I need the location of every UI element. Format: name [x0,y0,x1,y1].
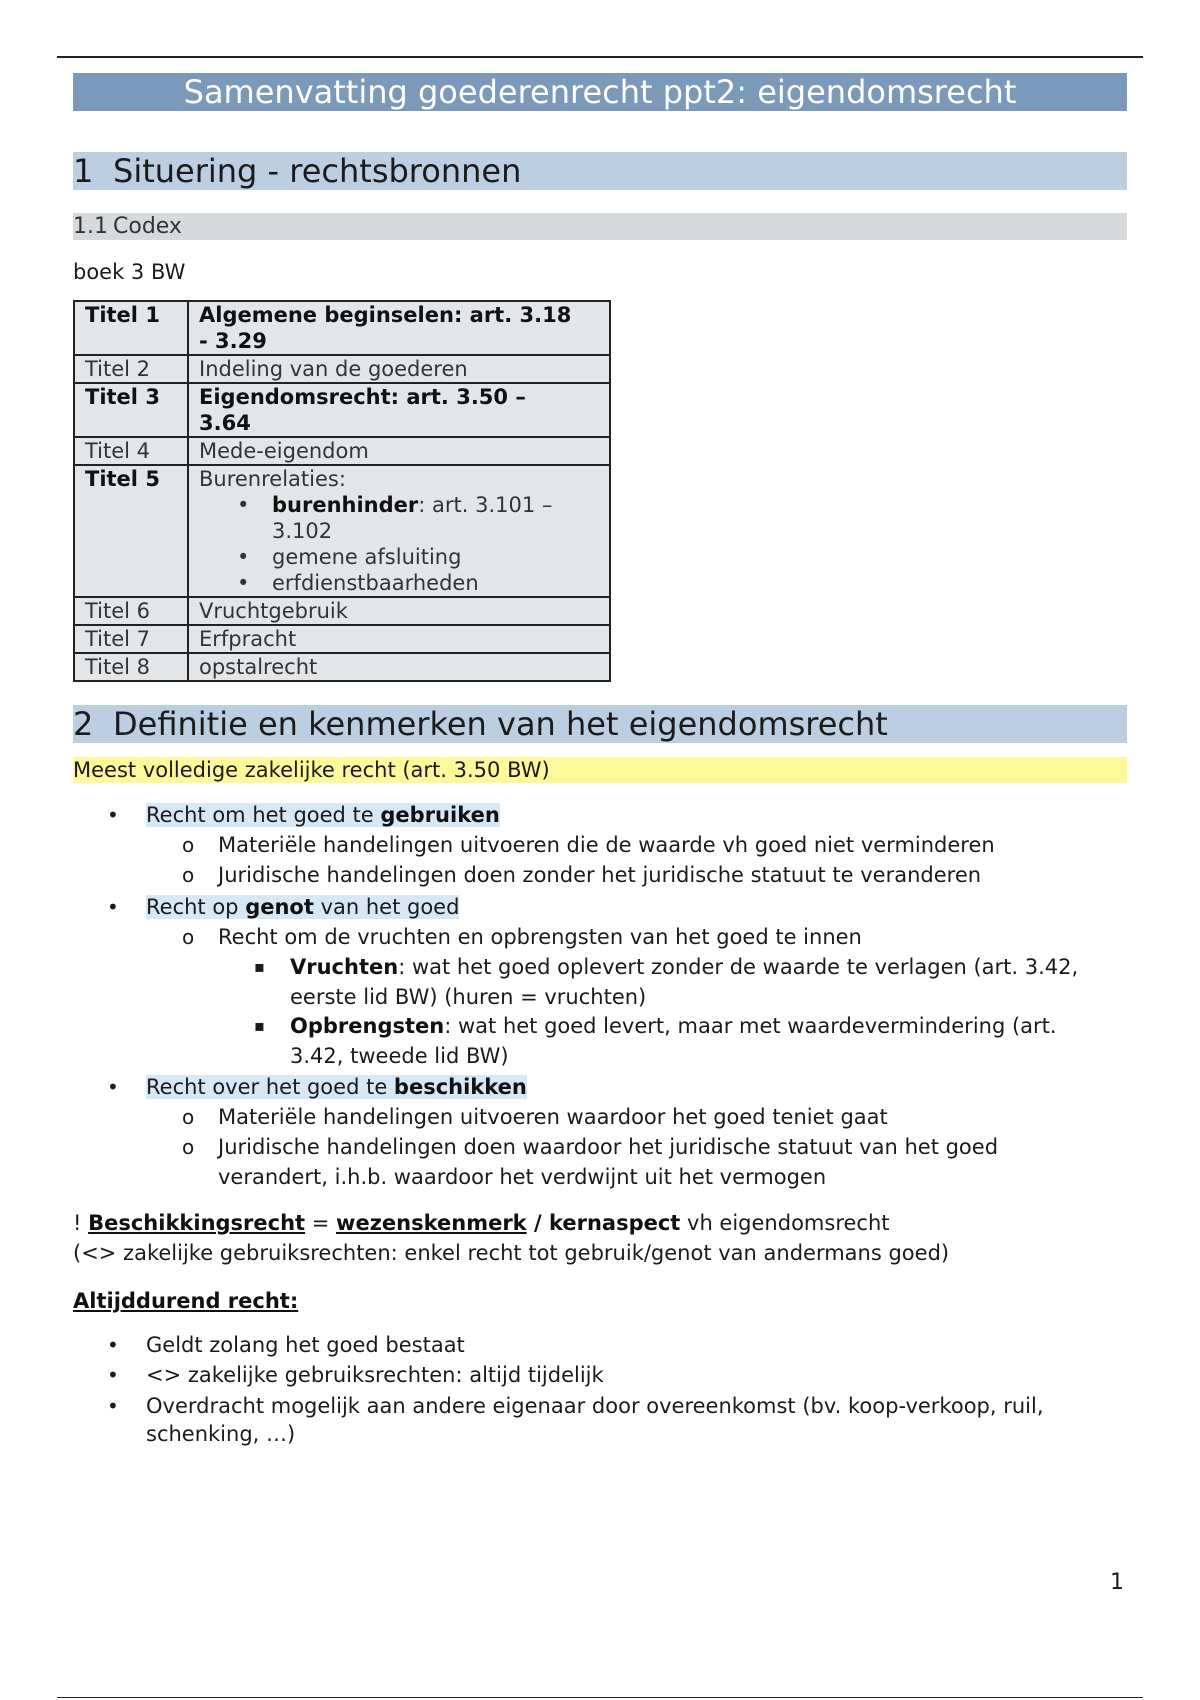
top-rule [57,56,1143,58]
note-contrast: (<> zakelijke gebruiksrechten: enkel recht tot gebruik/genot van andermans goed) [73,1241,950,1265]
bullet-disc: • [107,1075,119,1099]
table-row [74,653,610,681]
title-description-line: Algemene beginselen: art. 3.18 [199,303,572,327]
list-item [290,952,1078,982]
subsection-title: Codex [113,214,182,239]
document-title: Samenvatting goederenrecht ppt2: eigendomsrecht [73,73,1127,111]
note-text: vh eigendomsrecht [680,1211,890,1235]
table-row [74,301,610,355]
note-term: kernaspect [548,1211,681,1235]
note-text: / [526,1211,549,1235]
list-item [199,544,599,570]
title-label: Titel 2 [74,355,188,383]
list-item-text: : art. 3.101 – [418,493,553,517]
list-item-bold: burenhinder [272,493,419,517]
section-heading-1 [73,152,1127,190]
title-description [188,383,610,437]
list-item-text: : wat het goed levert, maar met waardevermindering (art. [444,1014,1057,1038]
title-description-line: Eigendomsrecht: art. 3.50 – [199,385,526,409]
list-item-text: van het goed [313,895,460,919]
bullet-circle: o [182,925,195,949]
table-row [74,383,610,437]
bullet-square: ▪ [254,1016,265,1035]
note-text: = [305,1211,337,1235]
highlighted-definition [73,757,1127,783]
list-item-continuation: 3.42, tweede lid BW) [290,1044,509,1068]
title-label: Titel 3 [74,383,188,437]
title-description: Indeling van de goederen [188,355,610,383]
list-item [146,1072,527,1102]
table-row [74,355,610,383]
title-label: Titel 5 [74,465,188,597]
list-item-text: Recht om het goed te [146,803,381,827]
list-item-text: : wat het goed oplevert zonder de waarde te verlagen (art. 3.42, [398,955,1079,979]
list-item-text: Recht over het goed te [146,1075,394,1099]
section-title: Definitie en kenmerken van het eigendomsrecht [113,705,888,743]
title-label: Titel 1 [74,301,188,355]
list-item: Geldt zolang het goed bestaat [146,1333,465,1357]
title-description: opstalrecht [188,653,610,681]
bullet-disc: • [237,493,250,517]
bullet-disc: • [107,1363,119,1387]
title-description-intro: Burenrelaties: [199,467,346,491]
section-number: 1 [73,152,94,190]
list-item-continuation: schenking, …) [146,1422,296,1446]
table-row [74,625,610,653]
list-item [290,1011,1057,1041]
list-item-bold: Opbrengsten [290,1014,445,1038]
list-item [199,492,599,544]
bullet-disc: • [107,895,119,919]
perpetual-heading [73,1286,298,1316]
section-heading-2 [73,705,1127,743]
title-label: Titel 8 [74,653,188,681]
highlighted-phrase [146,895,459,919]
title-description: Vruchtgebruik [188,597,610,625]
title-description-line: - 3.29 [199,329,267,353]
list-item: Overdracht mogelijk aan andere eigenaar door overeenkomst (bv. koop-verkoop, ruil, [146,1394,1044,1418]
bullet-square: ▪ [254,957,265,976]
list-item-text: erfdienstbaarheden [272,571,479,595]
bullet-circle: o [182,1135,195,1159]
note-text: ! [73,1211,89,1235]
bullet-disc: • [107,803,119,827]
highlighted-phrase [146,803,500,827]
bullet-disc: • [237,571,250,595]
key-note [73,1208,890,1238]
list-item: <> zakelijke gebruiksrechten: altijd tijdelijk [146,1363,604,1387]
list-item-text: Recht op [146,895,246,919]
list-item [146,800,500,830]
title-label: Titel 6 [74,597,188,625]
title-description: Mede-eigendom [188,437,610,465]
list-item [146,892,459,922]
list-item [199,570,599,596]
neighbour-relations-list [199,492,599,596]
title-description [188,465,610,597]
list-item: Juridische handelingen doen zonder het juridische statuut te veranderen [218,863,982,887]
list-item-continuation: verandert, i.h.b. waardoor het verdwijnt uit het vermogen [218,1165,827,1189]
book-label: boek 3 BW [73,260,186,284]
title-label: Titel 7 [74,625,188,653]
title-description-line: 3.64 [199,411,251,435]
list-item: Materiële handelingen uitvoeren die de waarde vh goed niet verminderen [218,833,995,857]
table-row [74,597,610,625]
list-item: Materiële handelingen uitvoeren waardoor het goed teniet gaat [218,1105,888,1129]
section-number: 2 [73,705,94,743]
note-term: Beschikkingsrecht [88,1211,306,1235]
title-description: Erfpracht [188,625,610,653]
list-item-bold: beschikken [393,1075,527,1099]
subsection-number: 1.1 [73,214,108,239]
list-item: Juridische handelingen doen waardoor het juridische statuut van het goed [218,1135,999,1159]
bottom-rule [57,1697,1143,1698]
highlighted-definition-text: Meest volledige zakelijke recht (art. 3.50 BW) [73,758,550,782]
bullet-circle: o [182,1105,195,1129]
list-item-text: 3.102 [272,519,333,543]
bullet-disc: • [107,1333,119,1357]
list-item: Recht om de vruchten en opbrengsten van het goed te innen [218,925,862,949]
title-label: Titel 4 [74,437,188,465]
subsection-heading-1-1 [73,213,1127,240]
list-item-text: gemene afsluiting [272,545,462,569]
bullet-circle: o [182,863,195,887]
codex-table [73,300,611,682]
section-title: Situering - rechtsbronnen [113,152,522,190]
perpetual-heading-text: Altijddurend recht: [73,1289,299,1313]
title-description [188,301,610,355]
table-row [74,465,610,597]
list-item-bold: genot [245,895,314,919]
bullet-circle: o [182,833,195,857]
bullet-disc: • [107,1394,119,1418]
list-item-continuation: eerste lid BW) (huren = vruchten) [290,985,647,1009]
page-number: 1 [1110,1570,1124,1595]
list-item-bold: Vruchten [290,955,399,979]
table-row [74,437,610,465]
note-term: wezenskenmerk [336,1211,527,1235]
list-item-bold: gebruiken [380,803,500,827]
bullet-disc: • [237,545,250,569]
highlighted-phrase [146,1075,527,1099]
